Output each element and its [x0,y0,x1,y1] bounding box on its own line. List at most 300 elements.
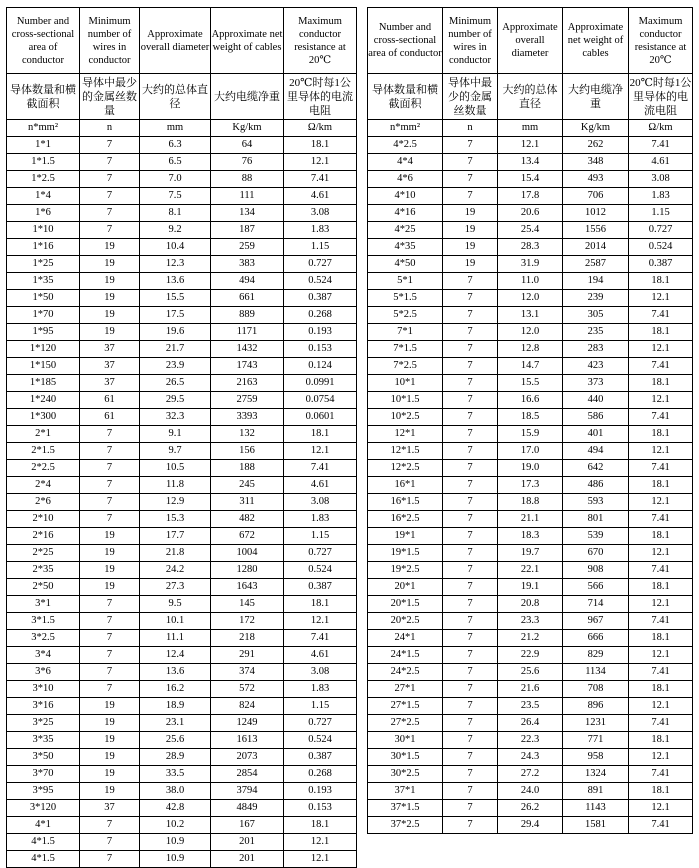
table-cell: 0.193 [284,324,357,341]
table-cell: 0.727 [629,222,693,239]
table-row [368,698,693,715]
table-cell: 17.3 [498,477,563,494]
table-cell: 661 [211,290,284,307]
table-cell: 7 [443,188,498,205]
table-cell: 24*1 [368,630,443,647]
table-cell: 187 [211,222,284,239]
table-cell: 2*16 [7,528,80,545]
table-cell: 1231 [563,715,629,732]
table-row [7,783,357,800]
table-cell: 2854 [211,766,284,783]
table-cell: 1*35 [7,273,80,290]
table-cell: 1643 [211,579,284,596]
table-row [368,409,693,426]
table-cell: 12.1 [629,443,693,460]
table-cell: 13.6 [140,273,211,290]
table-cell: 7 [443,358,498,375]
table-cell: 3.08 [284,494,357,511]
table-cell: 37 [80,358,140,375]
table-cell: 30*1.5 [368,749,443,766]
unit-cell: n*mm² [368,120,443,137]
table-cell: 1*240 [7,392,80,409]
table-cell: 27*1.5 [368,698,443,715]
table-cell: 7 [443,562,498,579]
table-cell: 37*1.5 [368,800,443,817]
table-cell: 24.2 [140,562,211,579]
table-cell: 9.2 [140,222,211,239]
table-cell: 19 [80,749,140,766]
table-cell: 132 [211,426,284,443]
table-cell: 486 [563,477,629,494]
table-cell: 7 [443,528,498,545]
table-cell: 20*1.5 [368,596,443,613]
table-cell: 6.5 [140,154,211,171]
table-row [7,749,357,766]
table-row [368,596,693,613]
table-cell: 7 [443,579,498,596]
table-cell: 7 [80,443,140,460]
table-cell: 18.1 [284,137,357,154]
table-cell: 7 [443,800,498,817]
table-cell: 1*25 [7,256,80,273]
table-cell: 19 [443,256,498,273]
table-cell: 3794 [211,783,284,800]
table-cell: 0.0754 [284,392,357,409]
table-cell: 12.1 [284,443,357,460]
table-cell: 0.387 [629,256,693,273]
table-row [7,409,357,426]
table-cell: 19 [80,307,140,324]
table-cell: 305 [563,307,629,324]
table-cell: 572 [211,681,284,698]
table-cell: 7 [443,545,498,562]
table-cell: 0.524 [284,562,357,579]
table-cell: 1.83 [629,188,693,205]
table-cell: 7 [443,715,498,732]
header-cell: 导体中最少的金属丝数量 [443,74,498,120]
unit-cell: n*mm² [7,120,80,137]
table-cell: 7.41 [629,460,693,477]
table-cell: 7 [443,154,498,171]
table-cell: 0.387 [284,579,357,596]
table-cell: 167 [211,817,284,834]
table-cell: 1.15 [284,239,357,256]
header-cell: Number and cross-sectional area of conductor [7,8,80,74]
table-cell: 889 [211,307,284,324]
table-cell: 0.727 [284,715,357,732]
table-row [368,766,693,783]
table-cell: 18.1 [629,273,693,290]
table-cell: 4*25 [368,222,443,239]
table-cell: 440 [563,392,629,409]
table-cell: 7.41 [284,171,357,188]
table-row [368,426,693,443]
table-cell: 7 [80,205,140,222]
table-cell: 10.9 [140,851,211,868]
table-cell: 19 [80,545,140,562]
table-row [368,817,693,834]
table-row [7,851,357,868]
table-cell: 0.524 [284,732,357,749]
table-cell: 21.8 [140,545,211,562]
table-cell: 18.1 [284,426,357,443]
table-cell: 19 [80,698,140,715]
table-cell: 2587 [563,256,629,273]
table-cell: 16*2.5 [368,511,443,528]
table-row [368,205,693,222]
table-cell: 494 [211,273,284,290]
table-row [7,154,357,171]
table-cell: 1004 [211,545,284,562]
table-cell: 1.83 [284,511,357,528]
table-cell: 593 [563,494,629,511]
table-cell: 37 [80,375,140,392]
table-cell: 12.1 [284,851,357,868]
table-cell: 13.1 [498,307,563,324]
table-cell: 19 [80,783,140,800]
table-cell: 586 [563,409,629,426]
table-row [7,341,357,358]
table-cell: 16.6 [498,392,563,409]
table-cell: 9.1 [140,426,211,443]
table-cell: 1.83 [284,222,357,239]
table-cell: 7 [443,647,498,664]
unit-cell: n [443,120,498,137]
table-row [7,511,357,528]
table-cell: 7 [443,375,498,392]
table-cell: 7 [443,613,498,630]
table-cell: 1432 [211,341,284,358]
header-cell: Approximate overall diameter [140,8,211,74]
table-cell: 3*10 [7,681,80,698]
table-cell: 19 [80,528,140,545]
table-cell: 7 [443,732,498,749]
table-cell: 7 [80,647,140,664]
table-cell: 19 [80,324,140,341]
table-row [7,392,357,409]
table-cell: 9.5 [140,596,211,613]
table-cell: 7.0 [140,171,211,188]
table-cell: 7 [443,392,498,409]
table-cell: 12.1 [284,834,357,851]
table-cell: 374 [211,664,284,681]
table-cell: 1*300 [7,409,80,426]
table-row [7,290,357,307]
table-cell: 7 [443,409,498,426]
table-cell: 7 [443,137,498,154]
table-cell: 27*2.5 [368,715,443,732]
table-cell: 4849 [211,800,284,817]
table-cell: 7 [80,511,140,528]
table-cell: 311 [211,494,284,511]
table-cell: 4*50 [368,256,443,273]
table-cell: 0.387 [284,290,357,307]
table-cell: 24*1.5 [368,647,443,664]
table-cell: 11.8 [140,477,211,494]
table-cell: 7 [443,426,498,443]
table-cell: 0.0991 [284,375,357,392]
table-cell: 3*25 [7,715,80,732]
header-cell: 20℃时每1公里导体的电流电阻 [629,74,693,120]
table-cell: 19*1 [368,528,443,545]
table-cell: 3*6 [7,664,80,681]
table-cell: 19 [80,732,140,749]
table-cell: 17.8 [498,188,563,205]
table-row [7,664,357,681]
table-cell: 18.1 [629,630,693,647]
table-cell: 29.4 [498,817,563,834]
table-cell: 2*6 [7,494,80,511]
table-cell: 19 [80,256,140,273]
table-cell: 3*35 [7,732,80,749]
table-cell: 7 [443,273,498,290]
table-cell: 283 [563,341,629,358]
table-row [368,783,693,800]
table-cell: 12.1 [629,647,693,664]
table-row [7,324,357,341]
header-cell: Number and cross-sectional area of conductor [368,8,443,74]
table-cell: 12.1 [498,137,563,154]
table-cell: 18.1 [629,528,693,545]
table-cell: 22.1 [498,562,563,579]
table-cell: 76 [211,154,284,171]
table-cell: 401 [563,426,629,443]
table-row [7,800,357,817]
table-cell: 12.1 [629,341,693,358]
header-cell: Maximum conductor resistance at 20℃ [284,8,357,74]
table-cell: 24.3 [498,749,563,766]
table-cell: 218 [211,630,284,647]
table-cell: 2*1 [7,426,80,443]
table-cell: 7 [80,664,140,681]
table-cell: 7 [80,851,140,868]
table-cell: 1*1 [7,137,80,154]
table-cell: 19 [443,239,498,256]
table-cell: 824 [211,698,284,715]
table-cell: 111 [211,188,284,205]
table-cell: 672 [211,528,284,545]
table-cell: 7 [80,154,140,171]
table-row [368,681,693,698]
table-cell: 493 [563,171,629,188]
table-cell: 708 [563,681,629,698]
header-cell: 导体数量和横截面积 [7,74,80,120]
table-row [368,171,693,188]
table-cell: 7.41 [629,511,693,528]
table-cell: 30*1 [368,732,443,749]
table-cell: 7.41 [629,664,693,681]
header-cell: Minimum number of wires in conductor [80,8,140,74]
table-row [7,460,357,477]
table-row [7,494,357,511]
table-cell: 23.9 [140,358,211,375]
table-cell: 3*120 [7,800,80,817]
table-row [368,307,693,324]
table-cell: 19 [443,205,498,222]
cable-spec-table-left [6,7,357,868]
table-cell: 25.6 [498,664,563,681]
table-cell: 11.1 [140,630,211,647]
table-cell: 21.2 [498,630,563,647]
header-cell: Minimum number of wires in conductor [443,8,498,74]
table-cell: 291 [211,647,284,664]
table-cell: 15.3 [140,511,211,528]
table-cell: 12.1 [629,698,693,715]
table-cell: 37*2.5 [368,817,443,834]
table-cell: 15.5 [498,375,563,392]
table-row [368,630,693,647]
table-cell: 13.4 [498,154,563,171]
table-cell: 14.7 [498,358,563,375]
table-cell: 38.0 [140,783,211,800]
table-cell: 10.4 [140,239,211,256]
table-cell: 4.61 [284,477,357,494]
table-row [368,647,693,664]
table-cell: 23.5 [498,698,563,715]
table-cell: 0.0601 [284,409,357,426]
table-row [7,273,357,290]
cable-spec-table-right [367,7,693,834]
table-cell: 10.1 [140,613,211,630]
table-row [7,562,357,579]
table-cell: 7.5 [140,188,211,205]
table-row [368,375,693,392]
table-cell: 1581 [563,817,629,834]
table-row [7,698,357,715]
table-row [7,647,357,664]
header-cell: 20℃时每1公里导体的电流电阻 [284,74,357,120]
unit-cell: mm [498,120,563,137]
table-cell: 7.41 [629,409,693,426]
table-row [7,613,357,630]
table-cell: 7.41 [629,137,693,154]
table-row [7,834,357,851]
table-cell: 12.9 [140,494,211,511]
table-cell: 5*1.5 [368,290,443,307]
table-cell: 0.153 [284,800,357,817]
table-cell: 4*10 [368,188,443,205]
table-cell: 172 [211,613,284,630]
table-cell: 22.9 [498,647,563,664]
table-cell: 7 [443,783,498,800]
table-cell: 7 [443,494,498,511]
table-cell: 3.08 [284,205,357,222]
table-cell: 829 [563,647,629,664]
table-cell: 0.524 [284,273,357,290]
table-cell: 18.1 [284,817,357,834]
table-cell: 12.1 [629,749,693,766]
table-row [368,443,693,460]
table-cell: 18.3 [498,528,563,545]
table-cell: 0.124 [284,358,357,375]
table-cell: 194 [563,273,629,290]
table-cell: 2759 [211,392,284,409]
table-cell: 12.3 [140,256,211,273]
table-cell: 17.7 [140,528,211,545]
table-row [368,715,693,732]
table-cell: 20*1 [368,579,443,596]
table-cell: 245 [211,477,284,494]
table-cell: 3*1 [7,596,80,613]
table-cell: 0.153 [284,341,357,358]
table-cell: 18.1 [629,783,693,800]
header-cell: Approximate overall diameter [498,8,563,74]
table-row [7,528,357,545]
table-cell: 20.8 [498,596,563,613]
table-row [368,579,693,596]
table-cell: 12.1 [629,596,693,613]
table-cell: 2*50 [7,579,80,596]
table-cell: 1*6 [7,205,80,222]
table-cell: 4.61 [284,188,357,205]
table-row [7,817,357,834]
table-cell: 13.6 [140,664,211,681]
table-row [7,766,357,783]
table-row [368,613,693,630]
table-row [368,664,693,681]
table-cell: 17.0 [498,443,563,460]
table-cell: 896 [563,698,629,715]
table-cell: 18.1 [629,579,693,596]
table-cell: 20.6 [498,205,563,222]
header-row-chinese [7,74,357,120]
table-row [368,732,693,749]
table-cell: 18.1 [629,477,693,494]
table-cell: 201 [211,851,284,868]
table-cell: 26.4 [498,715,563,732]
table-row [368,749,693,766]
table-cell: 3*95 [7,783,80,800]
table-cell: 7.41 [629,817,693,834]
table-cell: 188 [211,460,284,477]
table-cell: 7.41 [629,307,693,324]
table-cell: 706 [563,188,629,205]
table-cell: 967 [563,613,629,630]
table-cell: 4.61 [629,154,693,171]
table-cell: 12.1 [629,494,693,511]
table-cell: 4*35 [368,239,443,256]
table-cell: 19.7 [498,545,563,562]
table-row [7,137,357,154]
table-cell: 373 [563,375,629,392]
table-cell: 21.7 [140,341,211,358]
table-cell: 0.268 [284,307,357,324]
table-cell: 61 [80,409,140,426]
table-cell: 27.3 [140,579,211,596]
table-cell: 7 [80,426,140,443]
table-row [7,205,357,222]
table-cell: 4*6 [368,171,443,188]
table-cell: 7 [80,477,140,494]
table-cell: 666 [563,630,629,647]
table-cell: 19.6 [140,324,211,341]
header-cell: 大约的总体直径 [140,74,211,120]
table-cell: 32.3 [140,409,211,426]
unit-cell: Kg/km [211,120,284,137]
table-cell: 7 [443,511,498,528]
table-cell: 7 [443,341,498,358]
table-cell: 7*2.5 [368,358,443,375]
table-cell: 24*2.5 [368,664,443,681]
table-cell: 539 [563,528,629,545]
table-cell: 7 [80,630,140,647]
table-cell: 259 [211,239,284,256]
table-row [7,545,357,562]
table-cell: 482 [211,511,284,528]
table-cell: 12.1 [629,392,693,409]
table-cell: 1743 [211,358,284,375]
table-cell: 7 [443,324,498,341]
